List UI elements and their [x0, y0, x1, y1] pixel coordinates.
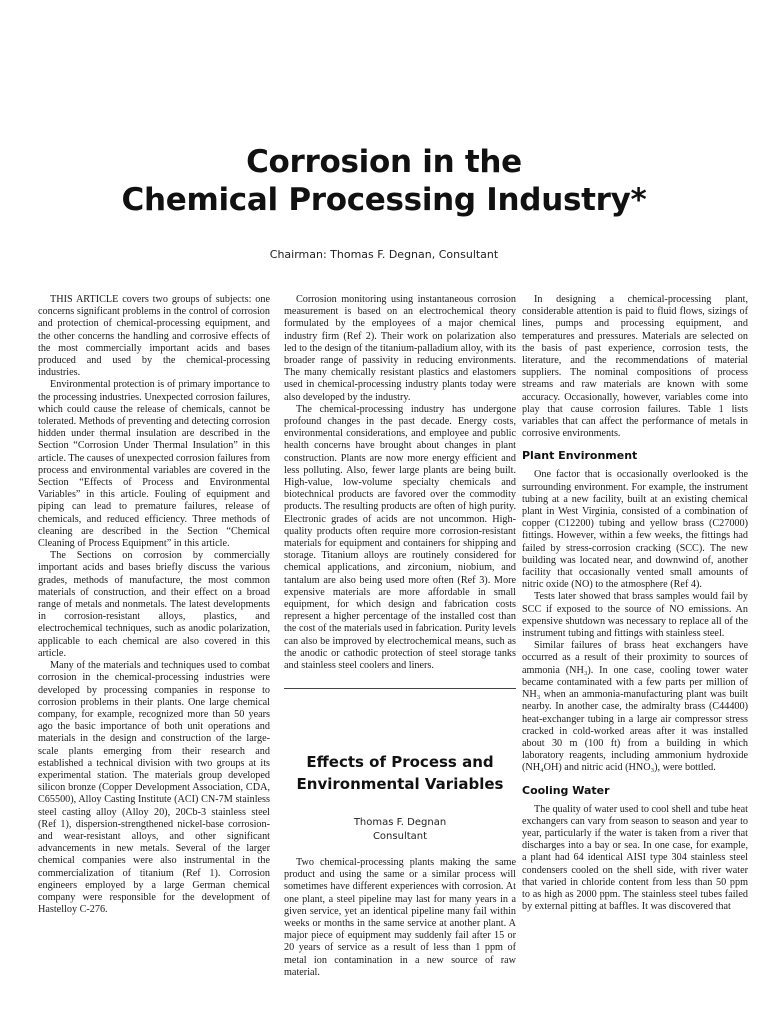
chairman-credit: Chairman: Thomas F. Degnan, Consultant	[269, 248, 499, 261]
text-column-3	[522, 294, 748, 913]
text-column-1	[38, 294, 270, 916]
paragraph: The Sections on corrosion by commercially important acids and bases briefly discuss the various grades, methods of manufacture, the most common materials of construction, and their effect on a broad range of metals and nonmetals. The latest developments in corrosion-resistant alloys, plastics, and electrochemical techniques, such as anodic polarization, applicable to each chemical are also covered in this article.	[38, 550, 270, 659]
article-title	[0, 143, 768, 219]
section-heading-plant-environment: Plant Environment	[522, 449, 638, 463]
paragraph: The quality of water used to cool shell and tube heat exchangers can vary from season to season and year to year, particularly if the water is taken from a river that discharges into a bay or sea. In one case, for example, a plant had 64 identical AISI type 304 stainless steel condensers cooled on the shell side, with river water that varied in chloride content from less than 50 ppm to as high as 2000 ppm. The stainless steel tubes failed by external pitting at baffles. It was discovered that	[522, 803, 748, 913]
subsection-title	[284, 751, 516, 795]
subsection-author: Thomas F. Degnan	[353, 817, 447, 828]
text-column-2-lower	[284, 857, 516, 979]
paragraph: Environmental protection is of primary importance to the processing industries. Unexpected corrosion failures, which could cause the release of chemicals, cannot be tolerated. Methods of preventing and detecting corrosion hidden under thermal insulation are described in the Section “Corrosion Under Thermal Insulation” in this article. The causes of unexpected corrosion failures from process and environmental variables are covered in the Section “Effects of Process and Environmental Variables” in this article. Fouling of equipment and piping can lead to premature failures, release of chemicals, and reduced efficiency. Three methods of cleaning are described in the Section “Chemical Cleaning of Process Equipment” in this article.	[38, 379, 270, 550]
paragraph: Corrosion monitoring using instantaneous corrosion measurement is based on an electrochemical theory formulated by the employees of a major chemical industry firm (Ref 2). Their work on polarization also led to the design of the titanium-palladium alloy, with its broader range of passivity in reducing environments. The many chemically resistant plastics and elastomers used in chemical-processing industry plants today were also developed by the industry.	[284, 294, 516, 403]
paragraph: One factor that is occasionally overlooked is the surrounding environment. For example, the instrument tubing at a new facility, built at an existing chemical plant in West Virginia, consisted of a combination of copper (C12200) tubing and yellow brass (C27000) fittings. However, within a few weeks, the fittings had failed by stress-corrosion cracking (SCC). The new building was located near, and downwind of, another facility that occasionally vented small amounts of nitric oxide (NO) to the atmosphere (Ref 4).	[522, 469, 748, 591]
paragraph: Tests later showed that brass samples would fail by SCC if exposed to the source of NO emissions. An expensive shutdown was necessary to replace all of the instrument tubing and fittings with stainless steel.	[522, 591, 748, 640]
article-title-line-1: Corrosion in the	[246, 144, 522, 180]
subsection-affiliation: Consultant	[372, 831, 428, 842]
article-title-line-2: Chemical Processing Industry*	[121, 182, 647, 218]
paragraph: Two chemical-processing plants making the same product and using the same or a similar process will sometimes have different experiences with corrosion. At one plant, a steel pipeline may last for many years in a given service, yet an identical pipeline many fail within weeks or months in the same service at another plant. A major piece of equipment may suddenly fail after 15 or 20 years of service as a result of less than 1 ppm of metal ion contamination in a new source of raw material.	[284, 857, 516, 978]
paragraph: The chemical-processing industry has undergone profound changes in the past decade. Energy costs, environmental considerations, and employee and public health concerns have brought about changes in plant construction. Plants are now more energy efficient and less polluting. Also, fewer large plants are being built. High-value, low-volume specialty chemicals and biotechnical products are favored over the commodity products. The resulting products are often of high purity. Electronic grades of acids are not uncommon. High-quality products often require more corrosion-resistant materials for equipment and containers for shipping and storage. Titanium alloys are routinely considered for chemical applications, and zirconium, niobium, and tantalum are also being used more often (Ref 3). More expensive materials are more affordable in small equipment, for which design and fabrication costs represent a higher percentage of the installed cost than the cost of the materials used in fabrication. Purity levels can also be improved by electrochemical means, such as the anodic or cathodic protection of steel storage tanks and stainless steel coolers and liners.	[284, 403, 516, 672]
paragraph: Similar failures of brass heat exchangers have occurred as a result of their proximity to sources of ammonia (NH₃). In one case, cooling tower water became contaminated with a few parts per million of NH₃ when an ammonia-manufacturing plant was built nearby. In another case, the admiralty brass (C44400) heat-exchanger tubing in a large air compressor stress cracked in cold-worked areas after it was installed about 30 m (100 ft) from a building in which laboratory reagents, including ammonium hydroxide (NH₄OH) and nitric acid (HNO₃), were bottled.	[522, 640, 748, 774]
subsection-title-line-2: Environmental Variables	[296, 775, 504, 793]
paragraph: Many of the materials and techniques used to combat corrosion in the chemical-processing industries were developed by processing companies in response to corrosion problems in their plants. One large chemical company, for example, recognized more than 50 years ago the basic importance of both unit operations and materials in the design and construction of the large-scale plants emerging from their research and established a technical division with two groups at its experimental station. The materials group developed silicon bronze (Copper Development Association, CDA, C65500), Alloy Casting Institute (ACI) CN-7M stainless steel casting alloy (Alloy 20), 20Cb-3 stainless steel (Ref 1), dispersion-strengthened nickel-base corrosion- and wear-resistant alloys, and other significant advancements in new metals. Several of the larger chemical companies were also instrumental in the commercialization of titanium (Ref 1). Corrosion engineers employed by a large German chemical company were responsible for the development of Hastelloy C-276.	[38, 660, 270, 916]
section-heading-cooling-water: Cooling Water	[522, 783, 610, 797]
paragraph: In designing a chemical-processing plant, considerable attention is paid to fluid flows, sizings of lines, pumps and processing equipment, and temperatures and pressures. Materials are selected on the basis of past experience, corrosion tests, the literature, and the recommendations of material suppliers. The nominal compositions of process streams and raw materials are known with some accuracy. Occasionally, however, variables come into play that cause corrosion failures. Table 1 lists variables that can affect the performance of metals in corrosive environments.	[522, 294, 748, 440]
text-column-2	[284, 294, 516, 672]
subsection-header	[284, 688, 516, 844]
subsection-title-line-1: Effects of Process and	[306, 753, 494, 771]
paragraph: THIS ARTICLE covers two groups of subjects: one concerns significant problems in the control of corrosion and protection of chemical-processing equipment, and the other concerns the handling and corrosive effects of the most commercially important acids and bases produced and used by the chemical-processing industries.	[38, 294, 270, 379]
